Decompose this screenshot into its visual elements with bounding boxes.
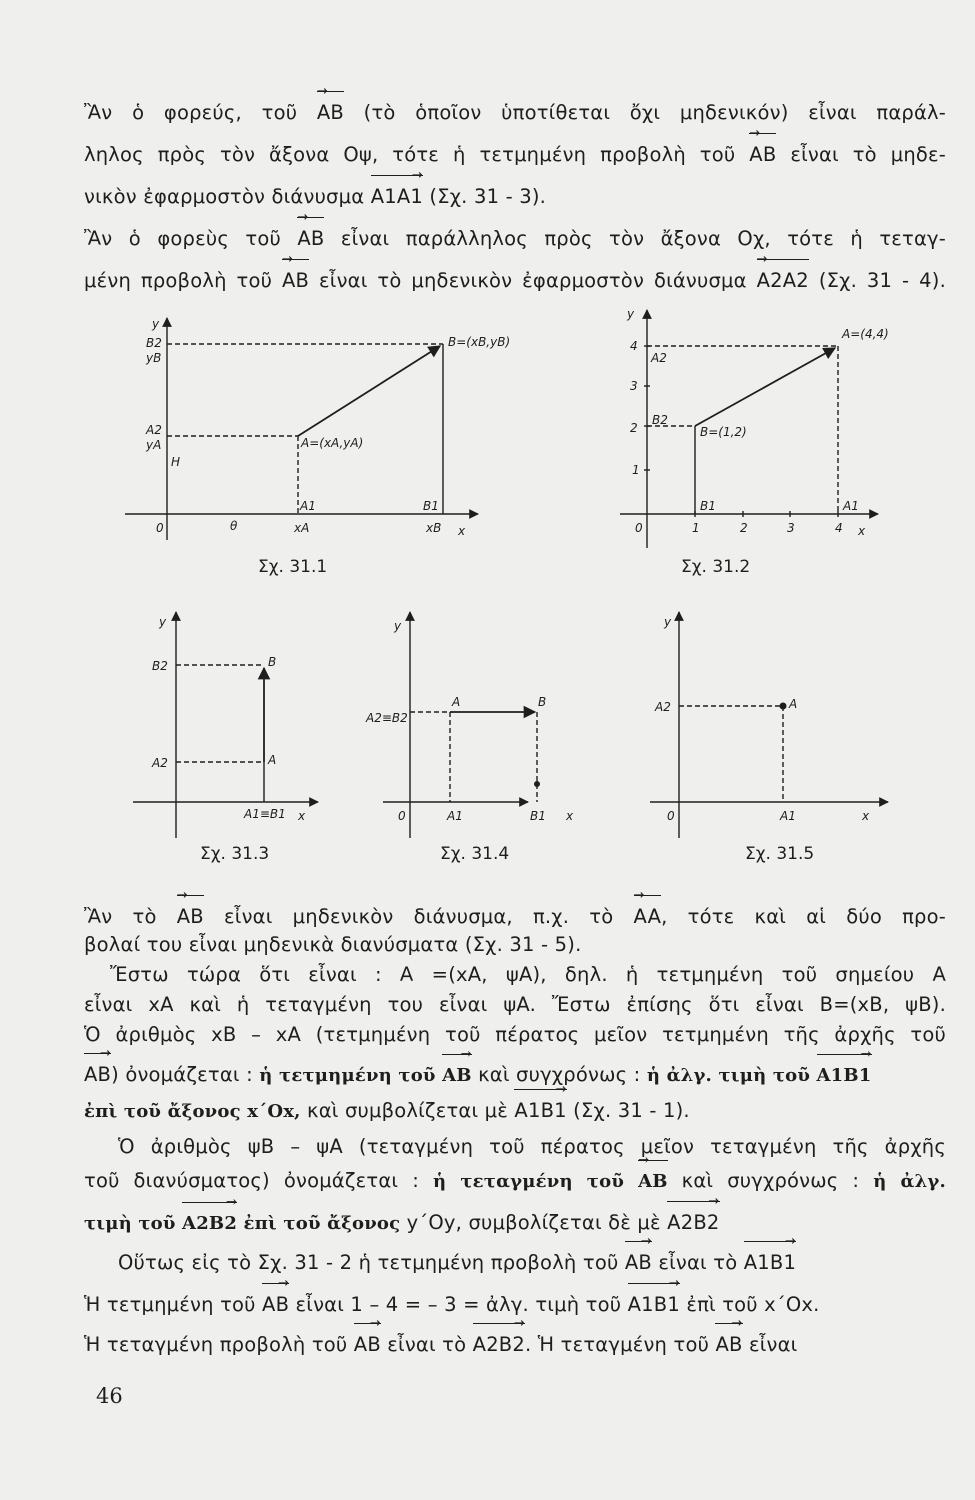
vector-a2b2: A2B2 →: [667, 1210, 719, 1236]
figure-31-4-labels: [365, 619, 574, 823]
vector-ab: AB →: [177, 904, 204, 930]
label: x: [566, 809, 574, 823]
label: 0: [635, 521, 643, 535]
label: xA: [294, 521, 310, 535]
label: 1: [632, 463, 640, 477]
label: 0: [398, 809, 406, 823]
label: B=(1,2): [700, 425, 747, 439]
label: B: [268, 655, 277, 669]
p4-line5: ἐπὶ τοῦ ἄξονος x΄Οx, καὶ συμβολίζεται μὲ A1B1 → (Σχ. 31 - 1).: [84, 1098, 946, 1125]
figure-31-3: [133, 612, 318, 838]
label: y: [159, 615, 167, 629]
caption-fig-31-1: Σχ. 31.1: [258, 557, 328, 577]
p2-line1: Ἂν ὁ φορεὺς τοῦ AB → εἶναι παράλληλος πρὸς τὸν ἄξονα Οχ, τότε ἡ τεταγ-: [84, 226, 946, 252]
label: 3: [630, 379, 638, 393]
label: A2: [146, 423, 162, 437]
label: A1: [843, 499, 859, 513]
label: B1: [700, 499, 716, 513]
label: 2: [630, 421, 638, 435]
label: y: [664, 615, 672, 629]
caption-fig-31-5: Σχ. 31.5: [745, 844, 815, 864]
vector-aa: AA →: [634, 904, 662, 930]
label: A: [268, 753, 277, 767]
label: yA: [146, 438, 162, 452]
caption-fig-31-2: Σχ. 31.2: [681, 557, 751, 577]
figure-31-2-labels: [626, 307, 889, 538]
label: y: [152, 317, 160, 331]
p1-line3: νικὸν ἐφαρμοστὸν διάνυσμα A1A1 → (Σχ. 31 - 3).: [84, 184, 946, 210]
p1-line1: Ἂν ὁ φορεύς, τοῦ AB → (τὸ ὁποῖον ὑποτίθεται ὄχι μηδενικόν) εἶναι παράλ-: [84, 100, 946, 126]
p6-line2: Ἡ τετμημένη τοῦ AB → εἶναι 1 – 4 = – 3 = ἀλγ. τιμὴ τοῦ A1B1 → ἐπὶ τοῦ x΄Ox.: [84, 1292, 946, 1318]
caption-fig-31-3: Σχ. 31.3: [200, 844, 270, 864]
label: 2: [740, 521, 748, 535]
point-marker: [534, 781, 540, 787]
label: B: [538, 695, 547, 709]
page-number: 46: [96, 1384, 123, 1408]
label: A: [452, 695, 461, 709]
p3-line1: Ἂν τὸ AB → εἶναι μηδενικὸν διάνυσμα, π.χ. τὸ AA →, τότε καὶ αἱ δύο προ-: [84, 904, 946, 930]
figure-31-5-labels: [654, 615, 870, 823]
vector-ab: AB →: [442, 1063, 472, 1089]
label: A2≡B2: [366, 711, 408, 725]
label: B1: [423, 499, 439, 513]
label: 4: [630, 339, 638, 353]
label: B=(xB,yB): [448, 335, 511, 349]
label: A1≡B1: [244, 807, 286, 821]
label: B1: [530, 809, 546, 823]
label: B2: [146, 336, 162, 350]
vector-a1b1: A1B1 →: [628, 1292, 680, 1318]
p4-line2: εἶναι xA καὶ ἡ τεταγμένη του εἶναι ψA. Ἔστω ἐπίσης ὅτι εἶναι Β=(xB, ψB).: [84, 993, 946, 1016]
p5-line2: τοῦ διανύσματος) ὀνομάζεται : ἡ τεταγμένη τοῦ AB → καὶ συγχρόνως : ἡ ἀλγ.: [84, 1168, 946, 1195]
vector-ab: AB →: [715, 1332, 742, 1358]
label: 0: [667, 809, 675, 823]
label: B2: [652, 413, 668, 427]
label: A2: [152, 756, 168, 770]
vector-a1b1: A1B1 →: [817, 1063, 872, 1089]
label: x: [458, 524, 466, 538]
figure-31-1-labels: [145, 317, 510, 538]
label: A=(xA,yA): [301, 436, 364, 450]
label: x: [298, 809, 306, 823]
label: y: [627, 307, 635, 321]
label: 3: [787, 521, 795, 535]
vector-a1b1: A1B1 →: [744, 1250, 796, 1276]
label: 4: [835, 521, 843, 535]
label: B2: [152, 659, 168, 673]
label: yB: [146, 351, 162, 365]
label: 0: [156, 521, 164, 535]
vector-ab: AB →: [282, 268, 309, 294]
vector-ab: AB →: [749, 142, 776, 168]
p4-line4: AB →) ὀνομάζεται : ἡ τετμημένη τοῦ AB → καὶ συγχρόνως : ἡ ἀλγ. τιμὴ τοῦ A1B1 →: [84, 1062, 946, 1089]
label: xB: [426, 521, 442, 535]
vector-ab: AB →: [262, 1292, 289, 1318]
label: A1: [447, 809, 463, 823]
label: A1: [780, 809, 796, 823]
vector-a1b1: A1B1 →: [514, 1098, 566, 1124]
figure-31-3-labels: [151, 615, 306, 823]
point-marker: [780, 703, 787, 710]
vector-a2b2: A2B2 →: [473, 1332, 525, 1358]
label: A2: [651, 351, 667, 365]
label: x: [858, 524, 866, 538]
figure-31-5: [650, 612, 888, 838]
vector-a1a1: A1A1 →: [371, 184, 423, 210]
label: A: [789, 697, 798, 711]
p5-line1: Ὁ ἀριθμὸς ψB – ψA (τεταγμένη τοῦ πέρατος μεῖον τεταγμένη τῆς ἀρχῆς: [118, 1135, 946, 1158]
vector-ab: AB →: [638, 1169, 668, 1195]
label: 1: [692, 521, 700, 535]
label: A=(4,4): [842, 327, 889, 341]
vector-ab: AB →: [317, 100, 344, 126]
figure-31-4: [383, 612, 537, 838]
label: H: [171, 455, 181, 469]
vector-ab: AB →: [297, 226, 324, 252]
figure-31-2: [620, 310, 878, 548]
p6-line3: Ἡ τεταγμένη προβολὴ τοῦ AB → εἶναι τὸ A2B2 →. Ἡ τεταγμένη τοῦ AB → εἶναι: [84, 1332, 946, 1358]
label: θ: [230, 519, 238, 533]
vector-a2a2: A2A2 →: [757, 268, 809, 294]
vector-ab: AB →: [84, 1062, 111, 1088]
p4-line3: Ὁ ἀριθμὸς xB – xA (τετμημένη τοῦ πέρατος μεῖον τετμημένη τῆς ἀρχῆς τοῦ: [84, 1023, 946, 1046]
p4-line1: Ἔστω τώρα ὅτι εἶναι : Α =(xA, ψA), δηλ. ἡ τετμημένη τοῦ σημείου Α: [110, 963, 946, 986]
caption-fig-31-4: Σχ. 31.4: [440, 844, 510, 864]
p5-line3: τιμὴ τοῦ A2B2 → ἐπὶ τοῦ ἄξονος y΄Oy, συμβολίζεται δὲ μὲ A2B2 →: [84, 1210, 946, 1237]
p2-line2: μένη προβολὴ τοῦ AB → εἶναι τὸ μηδενικὸν ἐφαρμοστὸν διάνυσμα A2A2 → (Σχ. 31 - 4).: [84, 268, 946, 294]
label: y: [394, 619, 402, 633]
vector-ab: AB →: [625, 1250, 652, 1276]
p6-line1: Οὕτως εἰς τὸ Σχ. 31 - 2 ἡ τετμημένη προβολὴ τοῦ AB → εἶναι τὸ A1B1 →: [118, 1250, 946, 1276]
label: A1: [300, 499, 316, 513]
vector-ab: AB →: [354, 1332, 381, 1358]
p1-line2: ληλος πρὸς τὸν ἄξονα Οψ, τότε ἡ τετμημένη προβολὴ τοῦ AB → εἶναι τὸ μηδε-: [84, 142, 946, 168]
p3-line2: βολαί του εἶναι μηδενικὰ διανύσματα (Σχ. 31 - 5).: [84, 933, 582, 956]
vector-a2b2: A2B2 →: [182, 1211, 237, 1237]
label: x: [862, 809, 870, 823]
label: A2: [655, 700, 671, 714]
